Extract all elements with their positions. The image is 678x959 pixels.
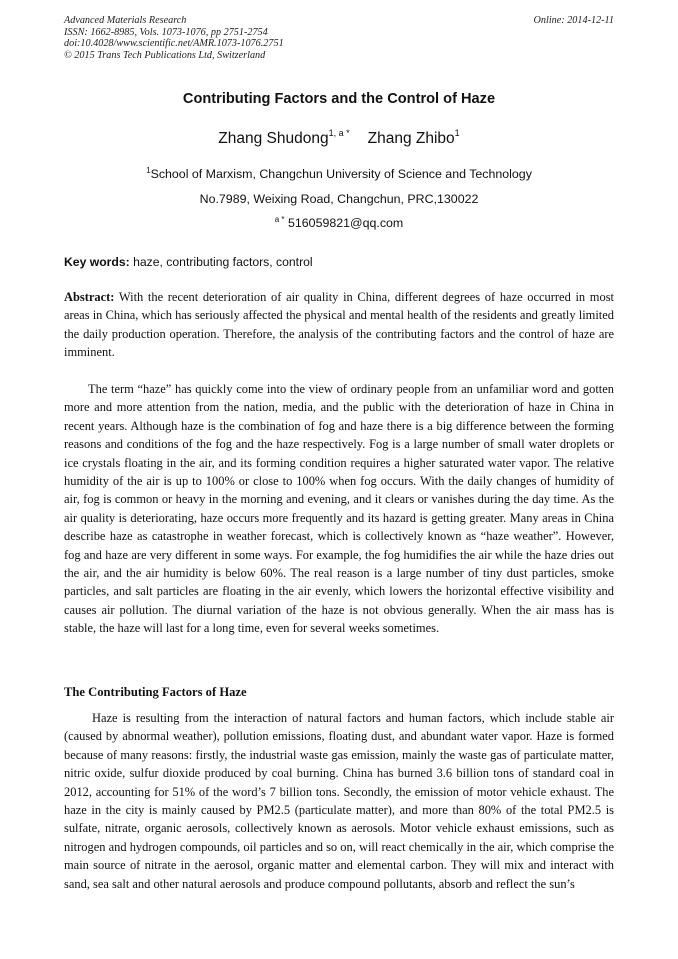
keywords-text: haze, contributing factors, control <box>129 255 313 269</box>
author-superscript: 1, a * <box>328 128 350 138</box>
author-name: Zhang Shudong <box>218 130 329 147</box>
abstract <box>64 288 614 362</box>
online-date: Online: 2014-12-11 <box>533 15 614 26</box>
copyright-line: © 2015 Trans Tech Publications Ltd, Switzerland <box>64 49 266 61</box>
affiliation-address: No.7989, Weixing Road, Changchun, PRC,130022 <box>199 192 479 206</box>
intro-paragraph: The term “haze” has quickly come into the view of ordinary people from an unfamiliar word and gotten more and more attention from the nation, media, and the public with the deterioration of haze in China in recent years. Although haze is the combination of fog and haze there is a big difference between the forming reasons and conditions of the fog and the haze respectively. Fog is a large number of small water droplets or ice crystals floating in the air, and its forming condition requires a higher saturated water vapor. The relative humidity of the air is up to 100% or close to 100% when fog occurs. With the daily changes of humidity of air, fog is common or heavy in the morning and evening, and it clears or vanishes during the day time. As the air quality is deteriorating, haze occurs more frequently and its hazard is getting greater. Many areas in China describe haze as catastrophe in weather forecast, which is collectively known as “haze weather”. However, fog and haze are very different in some ways. For example, the fog humidifies the air while the haze dries out the air, and the air humidity is below 60%. The real reason is a large number of tiny dust particles, smoke particles, and salt particles are floating in the air evenly, which lowers the horizontal effective visibility and causes air pollution. The diurnal variation of the haze is not obvious generally. When the air mass has is stable, the haze will last for a long time, even for several weeks sometimes. <box>64 382 614 636</box>
issn-line: ISSN: 1662-8985, Vols. 1073-1076, pp 2751-2754 <box>64 26 268 38</box>
abstract-label: Abstract: <box>64 290 115 304</box>
paper-title: Contributing Factors and the Control of Haze <box>182 91 496 107</box>
keywords-label: Key words: <box>64 255 130 269</box>
section-paragraph: Haze is resulting from the interaction of natural factors and human factors, which include stable air (caused by abnormal weather), pollution emissions, floating dust, and abundant water vapor. Haze is formed because of many reasons: firstly, the industrial waste gas emission, mainly the waste gas of particulate matter, nitric oxide, sulfur dioxide produced by coal burning. China has burned 3.6 billion tons of standard coal in 2012, accounting for 51% of the word’s 7 billion tons. Secondly, the emission of motor vehicle exhaust. The haze in the city is mainly caused by PM2.5 (particulate matter), and more than 80% of the total PM2.5 is sulfate, nitrate, organic aerosols, collectively known as aerosols. Motor vehicle exhaust emissions, such as nitrogen and hydrogen compounds, oil particles and so on, will react chemically in the air, which comprise the main source of nitrate in the aerosol, organic matter and elemental carbon. They will mix and interact with sand, sea salt and other natural aerosols and produce compound pollutants, absorb and reflect the sun’s <box>64 711 614 891</box>
keywords <box>64 255 313 269</box>
author-email: 516059821@qq.com <box>288 216 404 230</box>
affiliation-line <box>0 167 678 181</box>
affiliation-email-line <box>0 216 678 230</box>
journal-name: Advanced Materials Research <box>64 15 187 26</box>
journal-header <box>64 15 284 61</box>
affiliation-institution: School of Marxism, Changchun University of Science and Technology <box>150 167 532 181</box>
doi-line: doi:10.4028/www.scientific.net/AMR.1073-1076.2751 <box>64 38 284 50</box>
abstract-text: With the recent deterioration of air quality in China, different degrees of haze occurred in most areas in China, which has seriously affected the physical and mental health of the residents and greatly limited the daily production operation. Therefore, the analysis of the contributing factors and the control of haze are imminent. <box>64 290 614 360</box>
affiliation-superscript: 1 <box>146 166 151 175</box>
section-heading: The Contributing Factors of Haze <box>64 685 247 699</box>
email-superscript: a * <box>274 215 285 224</box>
author-name: Zhang Zhibo <box>367 130 455 147</box>
author-list <box>0 130 678 148</box>
author-superscript: 1 <box>454 128 460 138</box>
